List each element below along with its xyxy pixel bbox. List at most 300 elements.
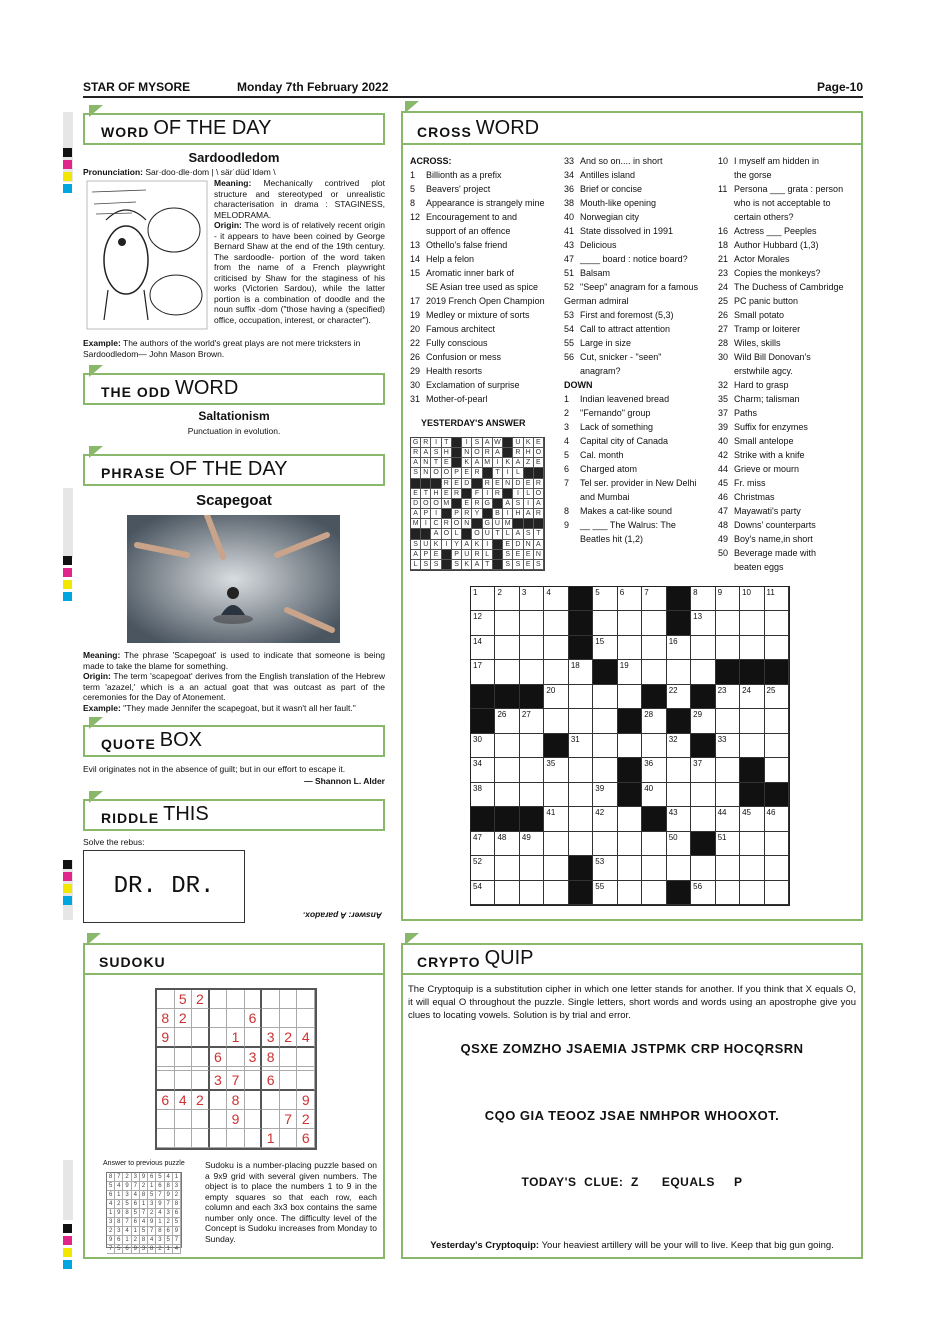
clue-text: Delicious bbox=[580, 240, 617, 250]
crossword-cell[interactable] bbox=[593, 709, 617, 733]
answer-cell: B bbox=[493, 509, 503, 519]
reg-mark-magenta bbox=[63, 568, 72, 577]
clue-text: Actor Morales bbox=[734, 254, 790, 264]
clue-row bbox=[564, 280, 714, 294]
sudoku-cell[interactable] bbox=[210, 1110, 228, 1129]
answer-cell: A bbox=[472, 560, 482, 570]
answer-cell: O bbox=[431, 468, 441, 478]
crossword-cell[interactable] bbox=[716, 611, 740, 635]
crossword-cell[interactable]: 41 bbox=[544, 807, 568, 831]
crossword-cell[interactable]: 46 bbox=[765, 807, 789, 831]
crossword-cell[interactable] bbox=[642, 660, 666, 684]
crossword-cell[interactable] bbox=[618, 856, 642, 880]
answer-cell: T bbox=[431, 458, 441, 468]
crossword-cell[interactable] bbox=[520, 636, 544, 660]
clue-text: erstwhile agcy. bbox=[734, 366, 793, 376]
sudoku-cell[interactable] bbox=[210, 1129, 228, 1148]
crossword-cell[interactable] bbox=[740, 611, 764, 635]
crossword-cell[interactable] bbox=[569, 832, 593, 856]
crossword-cell[interactable]: 6 bbox=[618, 587, 642, 611]
crossword-cell[interactable]: 1 bbox=[471, 587, 495, 611]
crossword-cell[interactable] bbox=[618, 611, 642, 635]
reg-mark-black bbox=[63, 1224, 72, 1233]
prev-sudoku-cell: 4 bbox=[107, 1200, 115, 1209]
crossword-cell[interactable]: 40 bbox=[642, 783, 666, 807]
clue-number: 45 bbox=[718, 478, 729, 488]
crossword-cell[interactable] bbox=[716, 856, 740, 880]
sudoku-cell[interactable] bbox=[280, 1129, 298, 1148]
clue-number bbox=[718, 364, 734, 378]
clue-text: Norwegian city bbox=[580, 212, 640, 222]
answer-cell: E bbox=[503, 540, 513, 550]
clue-number: 1 bbox=[410, 170, 416, 180]
answer-cell: K bbox=[462, 560, 472, 570]
crossword-cell[interactable]: 26 bbox=[495, 709, 519, 733]
crossword-cell[interactable]: 17 bbox=[471, 660, 495, 684]
clue-row bbox=[564, 350, 714, 364]
clue-row bbox=[410, 224, 560, 238]
clue-row bbox=[410, 322, 560, 336]
crossword-cell[interactable]: 22 bbox=[667, 685, 691, 709]
crossword-cell[interactable]: 37 bbox=[691, 758, 715, 782]
sudoku-cell[interactable] bbox=[157, 1129, 175, 1148]
crossword-cell[interactable]: 23 bbox=[716, 685, 740, 709]
crossword-cell[interactable] bbox=[520, 734, 544, 758]
clue-number: 8 bbox=[564, 506, 570, 516]
crossword-cell[interactable] bbox=[765, 832, 789, 856]
crossword-cell[interactable] bbox=[765, 734, 789, 758]
crossword-cell[interactable] bbox=[740, 856, 764, 880]
sudoku-cell[interactable] bbox=[175, 1048, 193, 1067]
crossword-cell[interactable]: 33 bbox=[716, 734, 740, 758]
clue-number: 47 bbox=[718, 506, 729, 516]
prev-sudoku-cell: 1 bbox=[148, 1182, 156, 1191]
crossword-cell[interactable] bbox=[495, 783, 519, 807]
answer-cell: Y bbox=[452, 540, 462, 550]
crossword-cell[interactable] bbox=[520, 660, 544, 684]
crossword-cell[interactable]: 9 bbox=[716, 587, 740, 611]
clue-text: SE Asian tree used as spice bbox=[426, 282, 539, 292]
clue-number: 26 bbox=[718, 310, 729, 320]
prev-sudoku-cell: 3 bbox=[123, 1191, 131, 1200]
crossword-cell[interactable]: 55 bbox=[593, 881, 617, 905]
sudoku-cell: 9 bbox=[157, 1028, 175, 1048]
sudoku-cell[interactable] bbox=[245, 1129, 263, 1148]
crossword-cell[interactable] bbox=[618, 807, 642, 831]
crossword-cell[interactable] bbox=[495, 660, 519, 684]
prev-sudoku-cell: 3 bbox=[132, 1173, 140, 1182]
sudoku-cell[interactable] bbox=[157, 990, 175, 1009]
prev-sudoku-cell: 9 bbox=[165, 1191, 173, 1200]
clue-number: 1 bbox=[564, 394, 570, 404]
crossword-cell[interactable] bbox=[642, 856, 666, 880]
sudoku-cell[interactable] bbox=[245, 990, 263, 1009]
crossword-cell[interactable] bbox=[667, 660, 691, 684]
sudoku-cell[interactable] bbox=[157, 1048, 175, 1067]
clue-text: Boy's name,in short bbox=[734, 534, 813, 544]
crossword-cell[interactable] bbox=[667, 783, 691, 807]
sudoku-cell: 3 bbox=[262, 1028, 280, 1048]
prev-sudoku-cell: 6 bbox=[148, 1173, 156, 1182]
answer-cell: A bbox=[513, 529, 523, 539]
crossword-cell[interactable] bbox=[642, 734, 666, 758]
clue-text: Christmas bbox=[734, 492, 775, 502]
crossword-cell[interactable] bbox=[765, 758, 789, 782]
crossword-cell[interactable] bbox=[765, 881, 789, 905]
prev-sudoku-cell: 1 bbox=[140, 1200, 148, 1209]
crossword-cell[interactable] bbox=[569, 783, 593, 807]
crossword-cell[interactable] bbox=[544, 636, 568, 660]
sudoku-cell[interactable] bbox=[297, 990, 315, 1009]
clue-text: Actress ___ Peeples bbox=[734, 226, 817, 236]
word-of-day-word: Sardoodledom bbox=[188, 150, 280, 165]
crossword-cell[interactable] bbox=[495, 734, 519, 758]
prev-sudoku-cell: 1 bbox=[173, 1173, 181, 1182]
crossword-cell[interactable] bbox=[740, 734, 764, 758]
clue-row bbox=[564, 462, 714, 476]
sudoku-cell[interactable] bbox=[175, 1129, 193, 1148]
sudoku-cell[interactable] bbox=[157, 1071, 175, 1091]
answer-cell: L bbox=[483, 550, 493, 560]
clue-row bbox=[718, 392, 858, 406]
crossword-cell[interactable]: 48 bbox=[495, 832, 519, 856]
clue-text: PC panic button bbox=[734, 296, 799, 306]
answer-cell: O bbox=[534, 448, 544, 458]
crossword-cell[interactable] bbox=[716, 636, 740, 660]
crossword-cell[interactable] bbox=[642, 611, 666, 635]
clue-number: 26 bbox=[410, 352, 421, 362]
clue-number: 49 bbox=[718, 534, 729, 544]
crossword-cell[interactable] bbox=[569, 807, 593, 831]
answer-cell: S bbox=[534, 560, 544, 570]
crossword-cell[interactable] bbox=[642, 881, 666, 905]
sudoku-cell[interactable] bbox=[227, 1129, 245, 1148]
prev-sudoku-cell: 1 bbox=[132, 1227, 140, 1236]
crossword-cell[interactable]: 51 bbox=[716, 832, 740, 856]
prev-sudoku-cell: 4 bbox=[132, 1191, 140, 1200]
crossword-cell[interactable] bbox=[691, 807, 715, 831]
crossword-cell[interactable]: 50 bbox=[667, 832, 691, 856]
answer-cell: T bbox=[483, 560, 493, 570]
crossword-cell[interactable]: 24 bbox=[740, 685, 764, 709]
sudoku-cell[interactable] bbox=[245, 1028, 263, 1048]
crossword-cell[interactable] bbox=[520, 881, 544, 905]
clue-row bbox=[718, 448, 858, 462]
answer-cell bbox=[493, 550, 503, 560]
sudoku-cell: 8 bbox=[157, 1009, 175, 1028]
sudoku-cell[interactable] bbox=[245, 1091, 263, 1110]
crossword-cell[interactable] bbox=[691, 856, 715, 880]
clue-number: 55 bbox=[564, 338, 575, 348]
answer-cell: I bbox=[442, 540, 452, 550]
crossword-block bbox=[618, 709, 642, 733]
crossword-cell[interactable] bbox=[716, 881, 740, 905]
crossword-cell[interactable] bbox=[520, 611, 544, 635]
clue-text: Tramp or loiterer bbox=[734, 324, 801, 334]
sudoku-cell[interactable] bbox=[245, 1071, 263, 1091]
sudoku-cell[interactable] bbox=[192, 1009, 210, 1028]
clue-number: 9 bbox=[564, 520, 570, 530]
sudoku-cell[interactable] bbox=[297, 1071, 315, 1091]
clue-text: Medley or mixture of sorts bbox=[426, 310, 530, 320]
sudoku-cell[interactable] bbox=[245, 1110, 263, 1129]
sudoku-cell[interactable] bbox=[210, 1091, 228, 1110]
sudoku-cell: 6 bbox=[157, 1091, 175, 1110]
crossword-cell[interactable]: 4 bbox=[544, 587, 568, 611]
sudoku-cell: 2 bbox=[175, 1009, 193, 1028]
sudoku-cell[interactable] bbox=[210, 1028, 228, 1048]
crossword-cell[interactable] bbox=[618, 636, 642, 660]
crossword-cell[interactable]: 12 bbox=[471, 611, 495, 635]
clue-text: Fully conscious bbox=[426, 338, 488, 348]
answer-cell bbox=[503, 438, 513, 448]
crossword-cell[interactable] bbox=[765, 636, 789, 660]
sudoku-cell[interactable] bbox=[175, 1028, 193, 1048]
sudoku-cell[interactable] bbox=[210, 990, 228, 1009]
crossword-cell[interactable]: 8 bbox=[691, 587, 715, 611]
clue-text: certain others? bbox=[734, 212, 794, 222]
crossword-cell[interactable] bbox=[765, 611, 789, 635]
crossword-cell[interactable]: 25 bbox=[765, 685, 789, 709]
answer-cell: I bbox=[513, 489, 523, 499]
clue-row bbox=[564, 252, 714, 266]
crossword-cell[interactable]: 36 bbox=[642, 758, 666, 782]
crossword-cell[interactable]: 47 bbox=[471, 832, 495, 856]
answer-cell: E bbox=[534, 438, 544, 448]
crossword-cell[interactable]: 19 bbox=[618, 660, 642, 684]
sudoku-cell[interactable] bbox=[280, 1091, 298, 1110]
crossword-cell[interactable] bbox=[593, 832, 617, 856]
crossword-cell[interactable] bbox=[593, 734, 617, 758]
sudoku-prev-label: Answer to previous puzzle bbox=[103, 1160, 185, 1167]
crossword-cell[interactable] bbox=[667, 758, 691, 782]
crossword-cell[interactable] bbox=[520, 856, 544, 880]
sudoku-cell[interactable] bbox=[297, 1009, 315, 1028]
clue-number: 33 bbox=[564, 156, 575, 166]
crossword-cell[interactable] bbox=[569, 709, 593, 733]
crossword-cell[interactable] bbox=[544, 783, 568, 807]
sudoku-cell[interactable] bbox=[210, 1009, 228, 1028]
crossword-cell[interactable]: 29 bbox=[691, 709, 715, 733]
clue-number: 40 bbox=[564, 212, 575, 222]
crossword-cell[interactable]: 13 bbox=[691, 611, 715, 635]
reg-mark-yellow bbox=[63, 884, 72, 893]
sudoku-cell[interactable] bbox=[262, 1110, 280, 1129]
answer-cell: N bbox=[462, 448, 472, 458]
sudoku-cell[interactable] bbox=[157, 1110, 175, 1129]
sudoku-cell[interactable] bbox=[297, 1048, 315, 1067]
crossword-cell[interactable] bbox=[740, 881, 764, 905]
crossword-cell[interactable]: 34 bbox=[471, 758, 495, 782]
clue-number: 3 bbox=[564, 422, 570, 432]
answer-cell: H bbox=[513, 509, 523, 519]
crossword-cell[interactable] bbox=[642, 636, 666, 660]
crossword-cell[interactable]: 38 bbox=[471, 783, 495, 807]
crossword-cell[interactable] bbox=[716, 783, 740, 807]
crossword-cell[interactable] bbox=[593, 611, 617, 635]
sudoku-cell[interactable] bbox=[262, 990, 280, 1009]
answer-cell: N bbox=[503, 479, 513, 489]
crossword-cell[interactable]: 16 bbox=[667, 636, 691, 660]
clue-row bbox=[410, 378, 560, 392]
crossword-cell[interactable] bbox=[495, 856, 519, 880]
prev-sudoku-cell: 2 bbox=[148, 1209, 156, 1218]
crossword-cell[interactable] bbox=[740, 832, 764, 856]
crossword-cell[interactable]: 10 bbox=[740, 587, 764, 611]
clue-row bbox=[410, 280, 560, 294]
crossword-cell[interactable] bbox=[544, 660, 568, 684]
clue-text: Antilles island bbox=[580, 170, 636, 180]
clue-row bbox=[718, 238, 858, 252]
answer-cell: R bbox=[442, 479, 452, 489]
crossword-cell[interactable] bbox=[618, 734, 642, 758]
crossword-cell[interactable]: 52 bbox=[471, 856, 495, 880]
answer-cell: E bbox=[513, 550, 523, 560]
prev-sudoku-cell: 6 bbox=[123, 1245, 131, 1254]
crossword-cell[interactable]: 5 bbox=[593, 587, 617, 611]
crossword-cell[interactable]: 42 bbox=[593, 807, 617, 831]
crossword-cell[interactable] bbox=[667, 856, 691, 880]
sudoku-cell[interactable] bbox=[175, 1071, 193, 1091]
crossword-block bbox=[569, 881, 593, 905]
crossword-cell[interactable] bbox=[740, 709, 764, 733]
crossword-cell[interactable] bbox=[618, 881, 642, 905]
sudoku-cell[interactable] bbox=[192, 1110, 210, 1129]
sudoku-cell[interactable] bbox=[192, 1048, 210, 1067]
clue-text: And so on.... in short bbox=[580, 156, 663, 166]
crossword-cell[interactable] bbox=[593, 758, 617, 782]
answer-cell: U bbox=[462, 550, 472, 560]
crossword-cell[interactable]: 49 bbox=[520, 832, 544, 856]
prev-sudoku-cell: 1 bbox=[156, 1218, 164, 1227]
reg-mark-magenta bbox=[63, 872, 72, 881]
sudoku-cell[interactable] bbox=[175, 1110, 193, 1129]
crossword-cell[interactable]: 44 bbox=[716, 807, 740, 831]
crossword-cell[interactable]: 54 bbox=[471, 881, 495, 905]
crossword-cell[interactable] bbox=[716, 758, 740, 782]
sudoku-cell[interactable] bbox=[280, 1048, 298, 1067]
clue-row bbox=[410, 266, 560, 280]
crossword-cell[interactable]: 18 bbox=[569, 660, 593, 684]
crossword-cell[interactable] bbox=[520, 783, 544, 807]
sudoku-cell[interactable] bbox=[280, 990, 298, 1009]
crossword-cell[interactable]: 30 bbox=[471, 734, 495, 758]
sudoku-cell[interactable] bbox=[192, 1129, 210, 1148]
sudoku-cell[interactable] bbox=[262, 1009, 280, 1028]
clue-row bbox=[564, 322, 714, 336]
crossword-cell[interactable] bbox=[495, 881, 519, 905]
crossword-cell[interactable]: 31 bbox=[569, 734, 593, 758]
crossword-cell[interactable]: 11 bbox=[765, 587, 789, 611]
sudoku-cell: 1 bbox=[262, 1129, 280, 1148]
clue-row bbox=[718, 308, 858, 322]
answer-cell bbox=[452, 438, 462, 448]
crossword-cell[interactable] bbox=[544, 881, 568, 905]
sudoku-cell[interactable] bbox=[280, 1071, 298, 1091]
crossword-grid bbox=[470, 586, 790, 906]
crossword-cell[interactable] bbox=[740, 636, 764, 660]
clue-row bbox=[564, 448, 714, 462]
sudoku-cell[interactable] bbox=[227, 1048, 245, 1067]
crossword-cell[interactable]: 3 bbox=[520, 587, 544, 611]
crossword-cell[interactable] bbox=[765, 856, 789, 880]
crossword-cell[interactable]: 43 bbox=[667, 807, 691, 831]
crossword-cell[interactable]: 28 bbox=[642, 709, 666, 733]
clue-text: the gorse bbox=[734, 170, 772, 180]
crossword-cell[interactable] bbox=[618, 685, 642, 709]
answer-cell bbox=[452, 499, 462, 509]
crossword-cell[interactable] bbox=[765, 709, 789, 733]
crossword-cell[interactable]: 7 bbox=[642, 587, 666, 611]
answer-cell: K bbox=[503, 458, 513, 468]
crossword-cell[interactable]: 20 bbox=[544, 685, 568, 709]
crossword-cell[interactable] bbox=[691, 783, 715, 807]
crossword-cell[interactable] bbox=[691, 660, 715, 684]
clue-row bbox=[410, 196, 560, 210]
crossword-block bbox=[691, 734, 715, 758]
sudoku-cell[interactable] bbox=[280, 1009, 298, 1028]
crossword-cell[interactable] bbox=[495, 611, 519, 635]
answer-cell: S bbox=[513, 499, 523, 509]
crossword-cell[interactable] bbox=[544, 611, 568, 635]
crossword-cell[interactable] bbox=[495, 758, 519, 782]
crossword-block bbox=[495, 807, 519, 831]
answer-cell: D bbox=[513, 540, 523, 550]
crossword-cell[interactable] bbox=[569, 685, 593, 709]
crossword-cell[interactable] bbox=[520, 758, 544, 782]
sudoku-cell[interactable] bbox=[227, 1009, 245, 1028]
answer-cell: L bbox=[452, 529, 462, 539]
crossword-cell[interactable] bbox=[618, 832, 642, 856]
crossword-cell[interactable] bbox=[544, 832, 568, 856]
clue-text: Mouth-like opening bbox=[580, 198, 657, 208]
crossword-cell[interactable] bbox=[691, 636, 715, 660]
crossword-cell[interactable]: 39 bbox=[593, 783, 617, 807]
answer-cell bbox=[442, 509, 452, 519]
clue-text: Charged atom bbox=[580, 464, 638, 474]
crossword-cell[interactable] bbox=[642, 832, 666, 856]
sudoku-cell[interactable] bbox=[262, 1091, 280, 1110]
clue-text: who is not acceptable to bbox=[734, 198, 831, 208]
sudoku-cell[interactable] bbox=[192, 1071, 210, 1091]
crossword-cell[interactable]: 56 bbox=[691, 881, 715, 905]
sudoku-cell[interactable] bbox=[227, 990, 245, 1009]
crossword-cell[interactable] bbox=[569, 758, 593, 782]
crossword-cell[interactable]: 35 bbox=[544, 758, 568, 782]
prev-sudoku-cell: 2 bbox=[132, 1236, 140, 1245]
crossword-cell[interactable]: 32 bbox=[667, 734, 691, 758]
crossword-cell[interactable]: 27 bbox=[520, 709, 544, 733]
rebus-box: DR. DR. bbox=[83, 850, 245, 923]
clue-text: Makes a cat-like sound bbox=[580, 506, 673, 516]
crossword-cell[interactable] bbox=[593, 685, 617, 709]
crossword-cell[interactable]: 2 bbox=[495, 587, 519, 611]
crossword-cell[interactable] bbox=[544, 709, 568, 733]
crossword-cell[interactable] bbox=[716, 709, 740, 733]
clue-number: 5 bbox=[410, 184, 416, 194]
answer-cell: I bbox=[503, 509, 513, 519]
crossword-cell[interactable]: 14 bbox=[471, 636, 495, 660]
sudoku-cell[interactable] bbox=[192, 1028, 210, 1048]
answer-cell: E bbox=[442, 458, 452, 468]
crossword-cell[interactable]: 53 bbox=[593, 856, 617, 880]
crossword-cell[interactable]: 15 bbox=[593, 636, 617, 660]
crossword-cell[interactable] bbox=[544, 856, 568, 880]
crossword-cell[interactable] bbox=[495, 636, 519, 660]
prev-sudoku-cell: 2 bbox=[107, 1227, 115, 1236]
answer-cell: R bbox=[483, 479, 493, 489]
crossword-cell[interactable]: 45 bbox=[740, 807, 764, 831]
